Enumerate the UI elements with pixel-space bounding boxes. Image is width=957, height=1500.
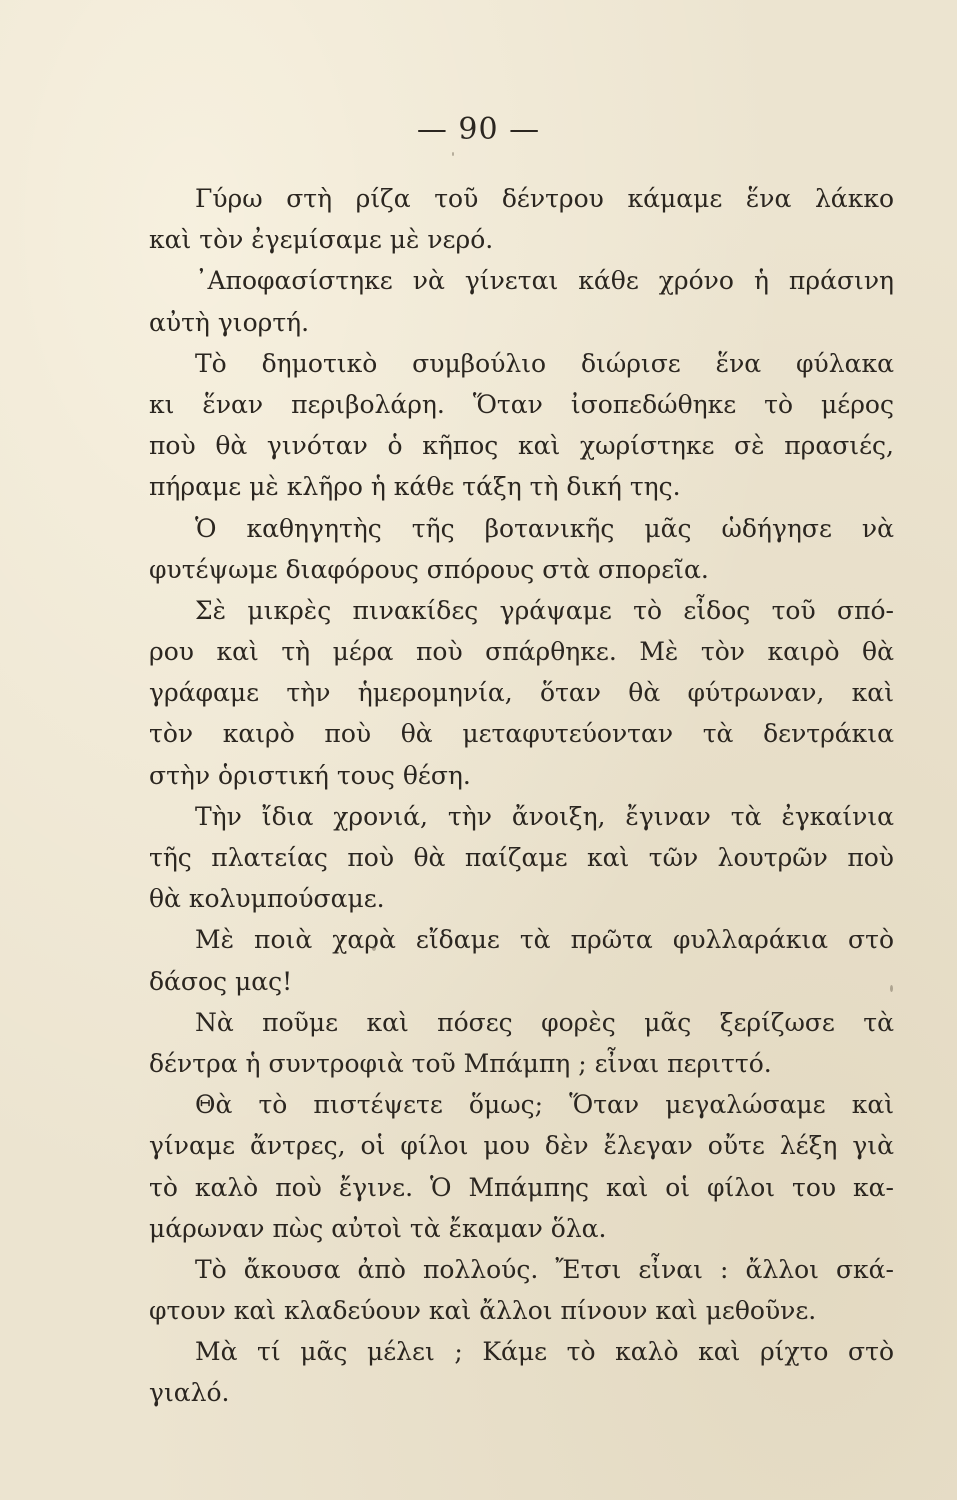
body-text xyxy=(149,178,894,1414)
text-line: Τὸ ἄκουσα ἀπὸ πολλούς. Ἔτσι εἶναι : ἄλλοι σκά- xyxy=(195,1254,894,1284)
text-line: θὰ κολυμπούσαμε. xyxy=(149,884,385,914)
text-line: γιαλό. xyxy=(149,1378,230,1408)
text-line: ᾿Αποφασίστηκε νὰ γίνεται κάθε χρόνο ἡ πράσινη xyxy=(195,266,894,296)
paper-speck xyxy=(890,985,893,992)
paper-speck xyxy=(815,862,818,865)
text-line: τῆς πλατείας ποὺ θὰ παίζαμε καὶ τῶν λουτρῶν ποὺ xyxy=(149,843,894,872)
text-line: τὸν καιρὸ ποὺ θὰ μεταφυτεύονταν τὰ δεντράκια xyxy=(149,719,894,749)
text-line: Τὸ δημοτικὸ συμβούλιο διώρισε ἕνα φύλακα xyxy=(195,348,894,378)
page-number: — 90 — xyxy=(416,112,541,147)
text-line: κι ἕναν περιβολάρη. Ὅταν ἰσοπεδώθηκε τὸ μέρος xyxy=(149,389,894,419)
text-line: τὸ καλὸ ποὺ ἔγινε. Ὁ Μπάμπης καὶ οἱ φίλοι του κα- xyxy=(149,1172,894,1202)
text-line: φυτέψωμε διαφόρους σπόρους στὰ σπορεῖα. xyxy=(149,554,709,584)
text-line: δάσος μας! xyxy=(149,966,293,996)
text-line: Τὴν ἴδια χρονιά, τὴν ἄνοιξη, ἔγιναν τὰ ἐγκαίνια xyxy=(195,801,894,831)
paper-speck xyxy=(452,152,454,156)
text-line: ποὺ θὰ γινόταν ὁ κῆπος καὶ χωρίστηκε σὲ πρασιές, xyxy=(149,431,894,461)
text-line: Μὲ ποιὰ χαρὰ εἴδαμε τὰ πρῶτα φυλλαράκια στὸ xyxy=(195,925,894,955)
text-line: ρου καὶ τὴ μέρα ποὺ σπάρθηκε. Μὲ τὸν καιρὸ θὰ xyxy=(149,637,894,667)
text-line: Ὁ καθηγητὴς τῆς βοτανικῆς μᾶς ὡδήγησε νὰ xyxy=(195,513,894,543)
text-line: φτουν καὶ κλαδεύουν καὶ ἄλλοι πίνουν καὶ μεθοῦνε. xyxy=(149,1296,817,1326)
text-line: καὶ τὸν ἐγεμίσαμε μὲ νερό. xyxy=(149,225,494,255)
text-line: Μὰ τί μᾶς μέλει ; Κάμε τὸ καλὸ καὶ ρίχτο στὸ xyxy=(195,1337,894,1367)
text-line: Νὰ ποῦμε καὶ πόσες φορὲς μᾶς ξερίζωσε τὰ xyxy=(195,1007,894,1037)
text-line: πήραμε μὲ κλῆρο ἡ κάθε τάξη τὴ δική της. xyxy=(149,472,681,502)
paper-speck xyxy=(372,946,376,951)
text-line: στὴν ὁριστική τους θέση. xyxy=(149,760,471,790)
text-line: αὐτὴ γιορτή. xyxy=(149,307,310,337)
text-line: γράφαμε τὴν ἡμερομηνία, ὅταν θὰ φύτρωναν, καὶ xyxy=(149,678,894,708)
text-line: δέντρα ἡ συντροφιὰ τοῦ Μπάμπη ; εἶναι περιττό. xyxy=(149,1048,772,1078)
text-line: μάρωναν πὼς αὐτοὶ τὰ ἔκαμαν ὅλα. xyxy=(149,1213,607,1243)
text-line: Θὰ τὸ πιστέψετε ὅμως; Ὅταν μεγαλώσαμε καὶ xyxy=(195,1090,894,1120)
text-line: γίναμε ἄντρες, οἱ φίλοι μου δὲν ἔλεγαν οὔτε λέξη γιὰ xyxy=(149,1131,894,1161)
text-line: Σὲ μικρὲς πινακίδες γράψαμε τὸ εἶδος τοῦ σπό- xyxy=(195,595,894,625)
text-line: Γύρω στὴ ρίζα τοῦ δέντρου κάμαμε ἕνα λάκκο xyxy=(195,184,894,213)
